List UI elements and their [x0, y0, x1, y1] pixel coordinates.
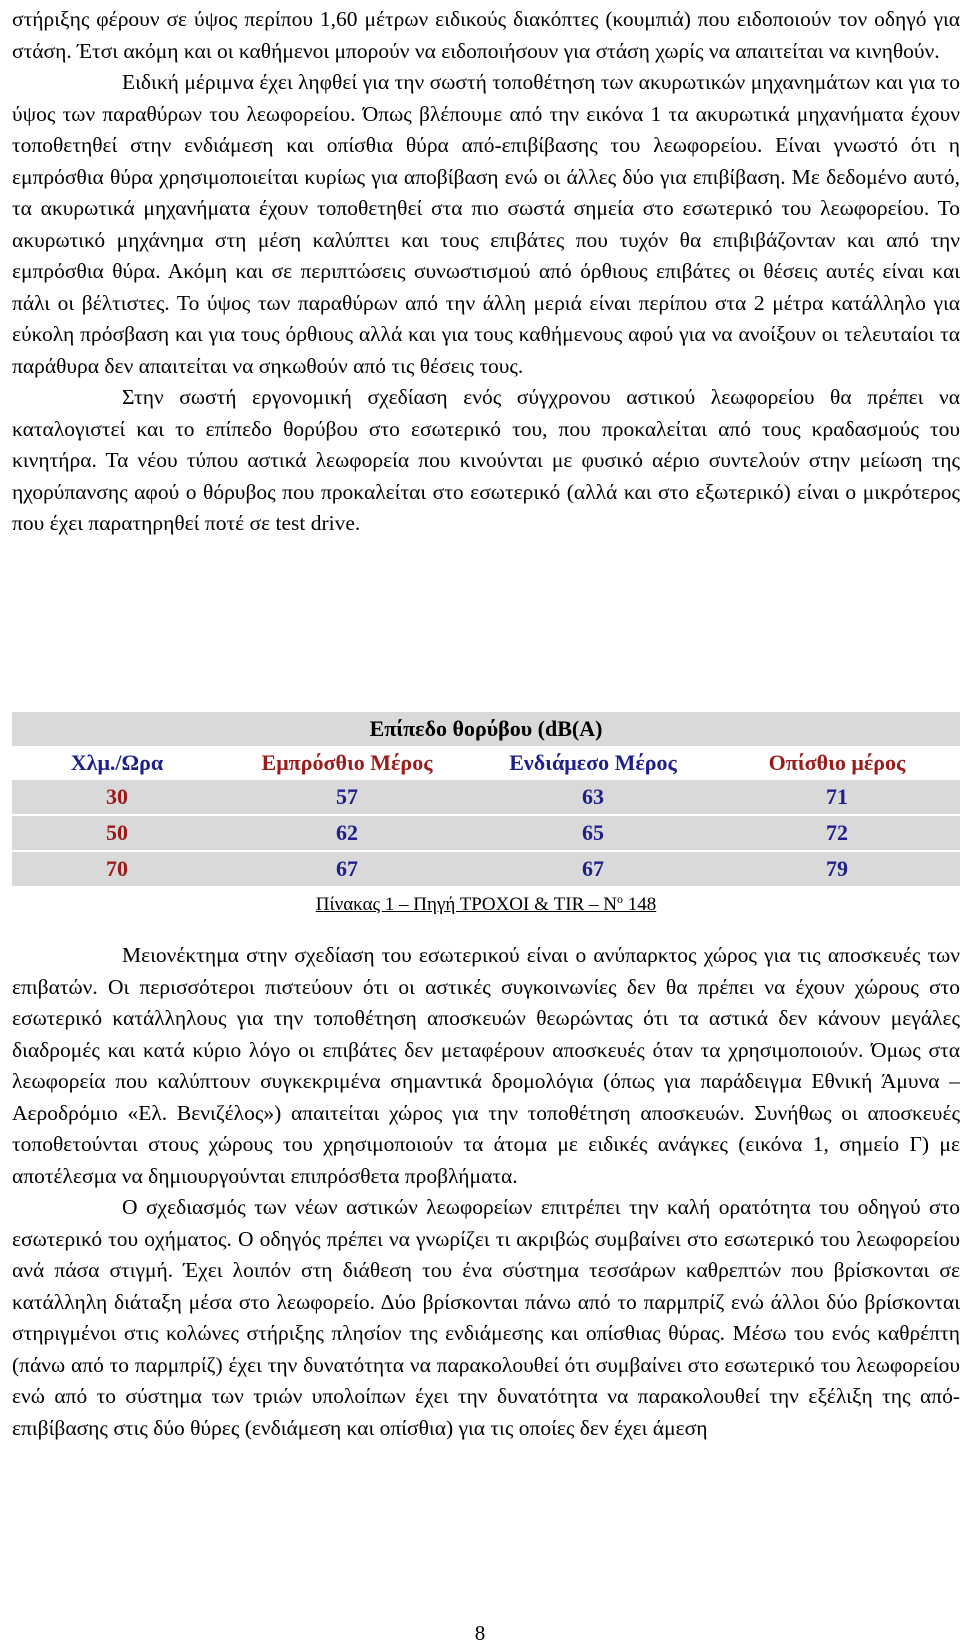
text-line: Στην σωστή εργονομική σχεδίαση ενός σύγχρονου αστικού λεωφορείου θα — [122, 385, 868, 409]
table-row — [12, 780, 960, 814]
text-line: του ένα σύστημα τεσσάρων καθρεπτών που βρίσκονται σε κατάλληλη διάταξη μέσα — [12, 1258, 960, 1314]
table-cell: 63 — [472, 780, 714, 814]
noise-table-wrap — [12, 712, 960, 886]
page-number: 8 — [474, 1621, 486, 1645]
text-line: κατάλληλο για εύκολη πρόσβαση και για τους όρθιους αλλά και για τους καθήμενους — [12, 290, 960, 346]
text-line: μηχανημάτων και για το ύψος των παραθύρων του λεωφορείου. Όπως βλέπουμε από — [12, 70, 960, 126]
text-line: τις αποσκευές των επιβατών. Οι περισσότεροι πιστεύουν ότι οι αστικές συγκοινωνίες — [12, 943, 960, 999]
table-cell: 79 — [714, 852, 960, 886]
top-text-block — [12, 4, 960, 540]
table-cell: 57 — [222, 780, 472, 814]
text-line: εσωτερικό του λεωφορείου. Το ακυρωτικό μηχάνημα στη μέση καλύπτει και τους — [12, 196, 960, 252]
text-line: παρατηρηθεί ποτέ σε test drive. — [88, 511, 361, 535]
table-cell: 71 — [714, 780, 960, 814]
text-line: επιβίβασης στις δύο θύρες (ενδιάμεση και οπίσθια) για τις οποίες δεν έχει άμεση — [12, 1415, 708, 1440]
paragraph-5 — [12, 1192, 960, 1444]
text-line: λόγο οι επιβάτες δεν μεταφέρουν αποσκευές όταν τα χρησιμοποιούν. Όμως στα — [249, 1037, 960, 1062]
text-line: περιπτώσεις συνωστισμού από όρθιους επιβάτες οι θέσεις αυτές είναι και πάλι οι — [12, 259, 960, 315]
text-line: τριών υπολοίπων έχει την δυνατότητα να παρακολουθεί την εξέλιξη της από- — [253, 1384, 960, 1408]
text-line: την εικόνα 1 τα ακυρωτικά μηχανήματα έχουν τοποθετηθεί στην ενδιάμεση και — [12, 101, 960, 157]
bottom-text-block — [12, 940, 960, 1444]
table-row — [12, 852, 960, 886]
text-line: Μειονέκτημα στην σχεδίαση του εσωτερικού είναι ο ανύπαρκτος χώρος για — [122, 943, 798, 967]
text-line: στο λεωφορείο. Δύο βρίσκονται πάνω από το παρμπρίζ ενώ άλλοι δύο βρίσκονται — [238, 1289, 960, 1314]
text-line: του οδηγού στο εσωτερικό του οχήματος. Ο οδηγός πρέπει να γνωρίζει τι ακριβώς — [12, 1195, 960, 1251]
table-cell: 65 — [472, 816, 714, 850]
text-line: οπίσθια θύρα από-επιβίβασης του λεωφορείου. Είναι γνωστό ότι η εμπρόσθια θύρα — [12, 133, 960, 189]
text-line: επιβάτες που τυχόν θα επιβιβάζονταν και από την εμπρόσθια θύρα. Ακόμη και σε — [12, 227, 960, 283]
noise-level-table — [12, 712, 960, 886]
text-line: χρησιμοποιούν τα άτομα με ειδικές ανάγκες (εικόνα 1, σημείο Γ) με αποτέλεσμα να — [12, 1132, 960, 1188]
text-line: Μέσω του ενός καθρέπτη (πάνω από το παρμπρίζ) έχει την δυνατότητα να — [12, 1321, 960, 1377]
text-line: προκαλείται στο εσωτερικό (αλλά και στο εξωτερικό) είναι ο μικρότερος που έχει — [12, 479, 960, 535]
text-line: τοποθέτηση αποσκευών. Συνήθως οι αποσκευές τοποθετούνται στους χώρους του — [12, 1100, 960, 1156]
text-line: πρέπει να καταλογιστεί και το επίπεδο θορύβου στο εσωτερικό του, που προκαλείται — [12, 385, 960, 441]
header-front: Εμπρόσθιο Μέρος — [261, 750, 433, 775]
text-line: θέσεις τους. — [419, 353, 524, 378]
table-row — [12, 816, 960, 850]
caption-superscript: ο — [616, 892, 623, 906]
text-line: στήριξης φέρουν σε ύψος περίπου 1,60 μέτρων ειδικούς διακόπτες (κουμπιά) που — [12, 7, 737, 31]
paragraph-4 — [12, 940, 960, 1192]
text-line: παρακολουθεί ότι συμβαίνει στο εσωτερικό του λεωφορείου ενώ από το σύστημα των — [12, 1352, 960, 1408]
text-line: Ειδική μέριμνα έχει ληφθεί για την σωστή τοποθέτηση των ακυρωτικών — [122, 70, 751, 94]
text-line: χρησιμοποιείται κυρίως για αποβίβαση ενώ οι άλλες δύο για επιβίβαση. Με δεδομένο — [159, 164, 914, 189]
text-line: παράδειγμα Εθνική Άμυνα – Αεροδρόμιο «Ελ. Βενιζέλος») απαιτείται χώρος για την — [12, 1069, 960, 1125]
text-line: δεν θα πρέπει να έχουν χώρους στο εσωτερικό κατάλληλους για την τοποθέτηση — [12, 974, 960, 1030]
table-cell: 72 — [714, 816, 960, 850]
text-line: δημιουργούνται επιπρόσθετα προβλήματα. — [148, 1163, 518, 1188]
text-line: ειδοποιήσουν για στάση χωρίς να απαιτείται να κινηθούν. — [441, 38, 940, 63]
table-cell: 62 — [222, 816, 472, 850]
text-line: Ο σχεδιασμός των νέων αστικών λεωφορείων επιτρέπει την καλή ορατότητα — [122, 1195, 820, 1219]
table-cell: 50 — [12, 816, 222, 850]
text-line: στηριγμένοι στις κολώνες στήριξης πλησίον της ενδιάμεσης και οπίσθιας θύρας. — [12, 1321, 733, 1345]
table-cell: 30 — [12, 780, 222, 814]
table-cell: 67 — [472, 852, 714, 886]
header-rear: Οπίσθιο μέρος — [768, 750, 906, 775]
text-line: ειδοποιούν τον οδηγό για στάση. Έτσι ακόμη και οι καθήμενοι μπορούν να — [12, 7, 960, 63]
caption-number: 148 — [622, 894, 657, 915]
table-header-row — [12, 746, 960, 780]
text-line: αφού για να ανοίξουν οι τελευταίοι τα παράθυρα δεν απαιτείται να σηκωθούν από τις — [12, 322, 960, 378]
table-cell: 67 — [222, 852, 472, 886]
text-line: αποσκευών θεωρώντας ότι τα αστικά δεν κάνουν μεγάλες διαδρομές και κατά κύριο — [12, 1006, 960, 1062]
table-title: Επίπεδο θορύβου (dB(A) — [12, 712, 960, 746]
paragraph-3 — [12, 382, 960, 540]
paragraph-1 — [12, 4, 960, 67]
table-caption — [12, 887, 960, 917]
text-line: από τους κραδασμούς του κινητήρα. Τα νέου τύπου αστικά λεωφορεία που κινούνται — [12, 416, 960, 472]
table-cell: 70 — [12, 852, 222, 886]
text-line: αυτό, τα ακυρωτικά μηχανήματα έχουν τοποθετηθεί στα πιο σωστά σημεία στο — [12, 164, 960, 220]
text-line: με φυσικό αέριο συντελούν στην μείωση της ηχορύπανσης αφού ο θόρυβος που — [12, 448, 960, 504]
caption-text: Πίνακας 1 – Πηγή ΤΡΟΧΟΙ & TIR – N — [315, 894, 617, 915]
text-line: συμβαίνει στο εσωτερικό του λεωφορείου ανά πάσα στιγμή. Έχει λοιπόν στη διάθεση — [12, 1226, 960, 1282]
header-speed: Χλμ./Ωρα — [70, 750, 164, 775]
paragraph-2 — [12, 67, 960, 382]
table-title-row — [12, 712, 960, 746]
header-middle: Ενδιάμεσο Μέρος — [509, 750, 677, 775]
text-line: βέλτιστες. Το ύψος των παραθύρων από την άλλη μεριά είναι περίπου στα 2 μέτρα — [81, 290, 831, 315]
text-line: λεωφορεία που καλύπτουν συγκεκριμένα σημαντικά δρομολόγια (όπως για — [12, 1069, 701, 1093]
